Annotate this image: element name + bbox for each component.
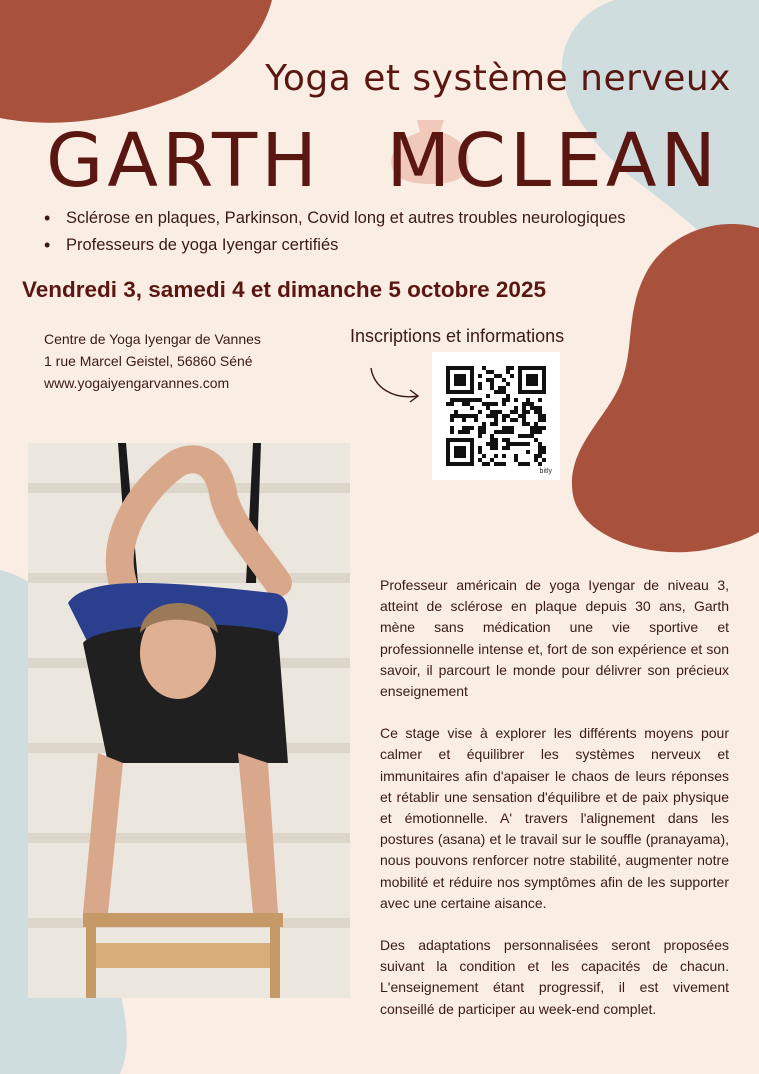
event-subtitle: Yoga et système nerveux	[265, 58, 731, 99]
qr-brand-label: bitly	[539, 468, 552, 475]
venue-address: 1 rue Marcel Geistel, 56860 Séné	[44, 353, 253, 369]
teacher-name: GARTH MCLEAN	[46, 118, 720, 204]
curved-arrow-icon	[366, 360, 426, 410]
venue-website[interactable]: www.yogaiyengarvannes.com	[44, 375, 230, 391]
qr-code-icon	[432, 352, 560, 480]
venue-name: Centre de Yoga Iyengar de Vannes	[44, 331, 261, 347]
topic-item: • Sclérose en plaques, Parkinson, Covid long et autres troubles neurologiques	[44, 205, 626, 232]
description-paragraph: Professeur américain de yoga Iyengar de niveau 3, atteint de sclérose en plaque depuis 30 ans, Garth mène sans médication une vie sportive et professionnelle intense et, fort de son expérience et son savoir, il parcourt le monde pour délivrer son précieux enseignement	[380, 577, 729, 700]
registration-label: Inscriptions et informations	[350, 326, 565, 346]
teacher-photo	[28, 443, 350, 998]
description-paragraph: Des adaptations personnalisées seront proposées suivant la condition et les capacités de chacun. L'enseignement étant progressif, il est vivement conseillé de participer au week-end complet.	[380, 937, 729, 1017]
decorative-blob-right	[565, 220, 759, 560]
registration-qr-code[interactable]	[432, 352, 560, 480]
description-paragraph: Ce stage vise à explorer les différents moyens pour calmer et équilibrer les systèmes nerveux et immunitaires afin d'apaiser le chaos de leurs réponses et rétablir une sensation d'équilibre et de paix physique et émotionnelle. A' travers l'alignement dans les postures (asana) et le travail sur le souffle (pranayama), nous pouvons renforcer notre stabilité, augmenter notre mobilité et réduire nos symptômes afin de les supporter avec une certaine aisance.	[380, 725, 729, 911]
topics-list	[44, 205, 626, 259]
topic-item: • Professeurs de yoga Iyengar certifiés	[44, 232, 626, 259]
venue-info	[44, 328, 261, 394]
event-dates: Vendredi 3, samedi 4 et dimanche 5 octobre 2025	[22, 277, 546, 302]
description	[380, 575, 729, 1041]
